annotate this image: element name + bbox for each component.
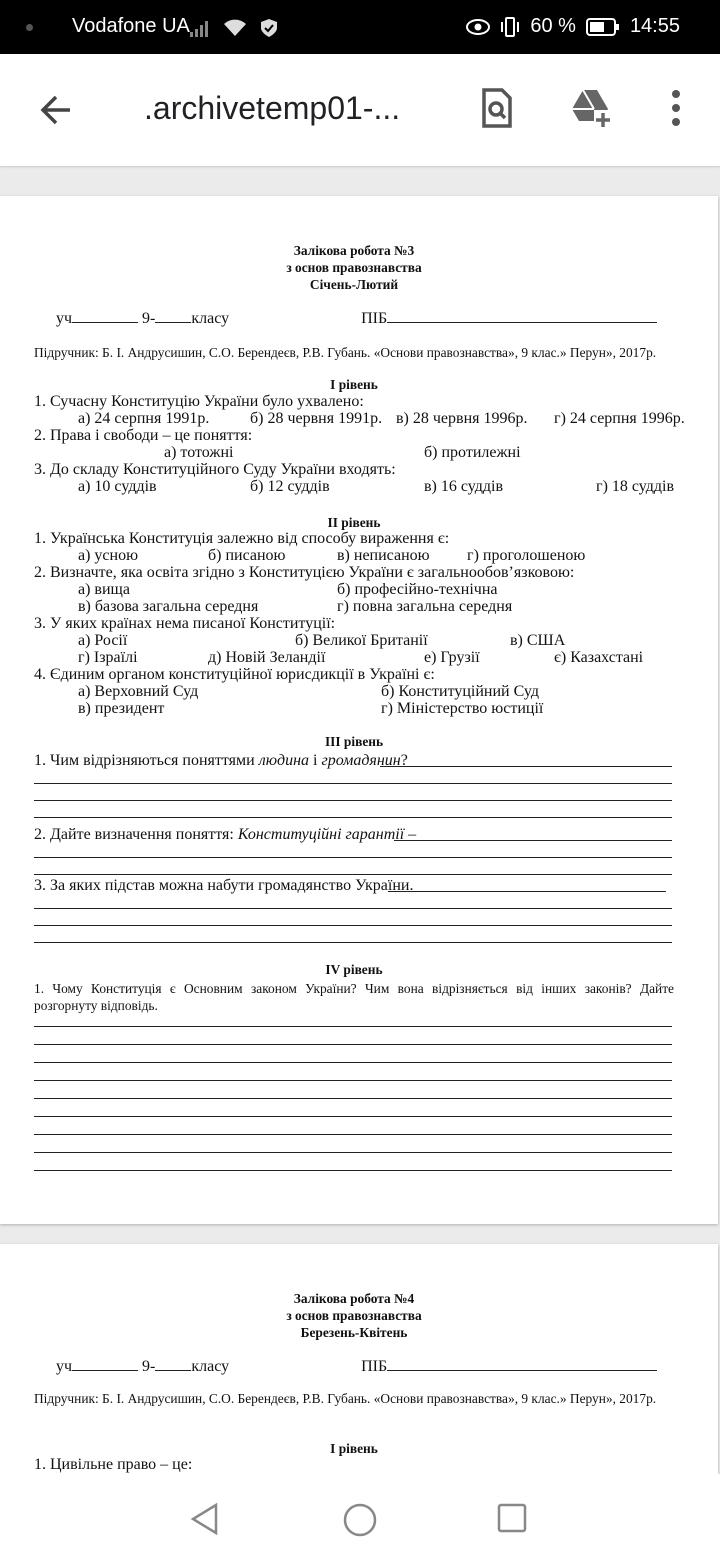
wifi-icon bbox=[222, 18, 248, 38]
l2-q1-opt-c: в) неписаною bbox=[337, 547, 430, 564]
l1-q1-opt-c: в) 28 червня 1996р. bbox=[396, 410, 528, 427]
page1-textbook: Підручник: Б. І. Андрусишин, С.О. Берендеєв, Р.В. Губань. «Основи правознавства», 9 клас.» Перун», 2017р. bbox=[34, 345, 657, 360]
vibrate-icon bbox=[500, 16, 520, 38]
answer-line[interactable] bbox=[34, 1116, 672, 1117]
answer-line[interactable] bbox=[34, 1098, 672, 1099]
eye-icon bbox=[466, 19, 490, 35]
more-options-icon[interactable] bbox=[654, 86, 698, 130]
l1-q1-opt-a: а) 24 серпня 1991р. bbox=[78, 410, 210, 427]
l2-q3: 3. У яких країнах нема писаної Конституції: bbox=[34, 615, 336, 632]
answer-line[interactable] bbox=[34, 874, 672, 875]
document-page-1[interactable] bbox=[0, 196, 718, 1224]
level1-heading: І рівень bbox=[330, 377, 378, 392]
page1-subtitle: з основ правознавства bbox=[286, 260, 422, 275]
l2-q3-opt-a: а) Росії bbox=[78, 632, 128, 649]
l2-q4-opt-c: в) президент bbox=[78, 700, 165, 717]
level2-heading: ІІ рівень bbox=[327, 515, 381, 530]
page2-period: Березень-Квітень bbox=[300, 1325, 408, 1340]
page2-student-line: уч 9- класу ПІБ bbox=[56, 1358, 657, 1376]
nav-back-icon[interactable] bbox=[188, 1502, 222, 1536]
l2-q3-opt-c: в) США bbox=[510, 632, 566, 649]
l2-q3-opt-g: є) Казахстані bbox=[554, 649, 644, 666]
add-to-drive-icon[interactable] bbox=[568, 86, 612, 130]
answer-line[interactable] bbox=[34, 1152, 672, 1153]
l1-q2-opt-a: а) тотожні bbox=[164, 444, 234, 461]
page2-title: Залікова робота №4 bbox=[293, 1291, 415, 1306]
l1-q1: 1. Сучасну Конституцію України було ухвалено: bbox=[34, 393, 364, 410]
page2-level1-heading: І рівень bbox=[330, 1441, 378, 1456]
l1-q3: 3. До складу Конституційного Суду України входять: bbox=[34, 461, 396, 478]
nav-recents-icon[interactable] bbox=[496, 1502, 528, 1534]
answer-line[interactable] bbox=[34, 1170, 672, 1171]
l1-q1-opt-b: б) 28 червня 1991р. bbox=[250, 410, 383, 427]
l2-q3-opt-b: б) Великої Британії bbox=[295, 632, 428, 649]
answer-line[interactable] bbox=[34, 925, 672, 926]
page2-textbook: Підручник: Б. І. Андрусишин, С.О. Берендеєв, Р.В. Губань. «Основи правознавства», 9 клас.» Перун», 2017р. bbox=[34, 1391, 657, 1406]
answer-line[interactable] bbox=[34, 1080, 672, 1081]
l1-q3-opt-a: а) 10 суддів bbox=[78, 478, 157, 495]
system-nav-bar bbox=[0, 1474, 720, 1560]
clock: 14:55 bbox=[629, 15, 680, 37]
back-arrow-icon[interactable] bbox=[36, 90, 76, 130]
l1-q2: 2. Права і свободи – це поняття: bbox=[34, 427, 253, 444]
l2-q1-opt-d: г) проголошеною bbox=[467, 547, 586, 564]
answer-line[interactable] bbox=[394, 840, 672, 841]
l2-q2-opt-d: г) повна загальна середня bbox=[337, 598, 513, 615]
notification-dot-icon bbox=[26, 24, 33, 31]
answer-line[interactable] bbox=[34, 783, 672, 784]
answer-line[interactable] bbox=[34, 857, 672, 858]
page2-q1: 1. Цивільне право – це: bbox=[34, 1456, 193, 1473]
app-bar bbox=[0, 54, 720, 166]
document-page-2[interactable] bbox=[0, 1244, 718, 1474]
page2-subtitle: з основ правознавства bbox=[286, 1308, 422, 1323]
l2-q4-opt-b: б) Конституційний Суд bbox=[381, 683, 540, 700]
l3-q3: 3. За яких підстав можна набути громадянство України. bbox=[34, 877, 414, 894]
page1-period: Січень-Лютий bbox=[309, 277, 399, 292]
l1-q1-opt-d: г) 24 серпня 1996р. bbox=[554, 410, 685, 427]
signal-icon bbox=[190, 19, 210, 37]
l2-q4-opt-a: а) Верховний Суд bbox=[78, 683, 199, 700]
page1-title-block bbox=[34, 242, 674, 293]
answer-line[interactable] bbox=[34, 800, 672, 801]
answer-line[interactable] bbox=[34, 908, 672, 909]
status-bar bbox=[0, 0, 720, 54]
answer-line[interactable] bbox=[34, 1134, 672, 1135]
l2-q3-opt-d: г) Ізраїлі bbox=[78, 649, 138, 666]
level3-heading: ІІІ рівень bbox=[324, 734, 384, 749]
l2-q3-opt-f: е) Грузії bbox=[424, 649, 480, 666]
answer-line[interactable] bbox=[34, 1044, 672, 1045]
nav-home-icon[interactable] bbox=[342, 1502, 378, 1538]
answer-line[interactable] bbox=[34, 817, 672, 818]
level4-heading: IV рівень bbox=[325, 962, 383, 977]
l2-q2-opt-c: в) базова загальна середня bbox=[78, 598, 259, 615]
document-title: .archivetemp01-... bbox=[144, 90, 401, 126]
page1-student-line: уч 9- класу ПІБ bbox=[56, 310, 657, 328]
l3-q1: 1. Чим відрізняються поняттями людина і громадянин? bbox=[34, 752, 408, 769]
l2-q2-opt-a: а) вища bbox=[78, 581, 130, 598]
l1-q3-opt-c: в) 16 суддів bbox=[424, 478, 504, 495]
l2-q3-opt-e: д) Новій Зеландії bbox=[208, 649, 326, 666]
battery-percent: 60 % bbox=[530, 15, 576, 37]
carrier-name: Vodafone UA bbox=[72, 15, 190, 37]
l1-q2-opt-b: б) протилежні bbox=[424, 444, 521, 461]
l2-q2-opt-b: б) професійно-технічна bbox=[337, 581, 498, 598]
answer-line[interactable] bbox=[34, 1026, 672, 1027]
page1-title: Залікова робота №3 bbox=[293, 243, 415, 258]
page2-title-block bbox=[34, 1290, 674, 1341]
answer-line[interactable] bbox=[380, 766, 672, 767]
l1-q3-opt-d: г) 18 суддів bbox=[596, 478, 675, 495]
l2-q1: 1. Українська Конституція залежно від способу вираження є: bbox=[34, 530, 450, 547]
l4-q1: 1. Чому Конституція є Основним законом України? Чим вона відрізняється від інших законів? Дайте розгорнуту відповідь. bbox=[34, 981, 674, 1013]
shield-check-icon bbox=[260, 18, 278, 38]
l2-q4-opt-d: г) Міністерство юстиції bbox=[381, 700, 544, 717]
answer-line[interactable] bbox=[388, 891, 666, 892]
l2-q2: 2. Визначте, яка освіта згідно з Конституцією України є загальнообов’язковою: bbox=[34, 564, 575, 581]
answer-line[interactable] bbox=[34, 942, 672, 943]
l3-q2: 2. Дайте визначення поняття: Конституційні гарантії – bbox=[34, 826, 417, 843]
l2-q1-opt-b: б) писаною bbox=[208, 547, 286, 564]
battery-icon bbox=[586, 18, 620, 36]
l1-q3-opt-b: б) 12 суддів bbox=[250, 478, 330, 495]
find-in-page-icon[interactable] bbox=[474, 86, 518, 130]
answer-line[interactable] bbox=[34, 1062, 672, 1063]
l2-q4: 4. Єдиним органом конституційної юрисдикції в Україні є: bbox=[34, 666, 435, 683]
l2-q1-opt-a: а) усною bbox=[78, 547, 139, 564]
